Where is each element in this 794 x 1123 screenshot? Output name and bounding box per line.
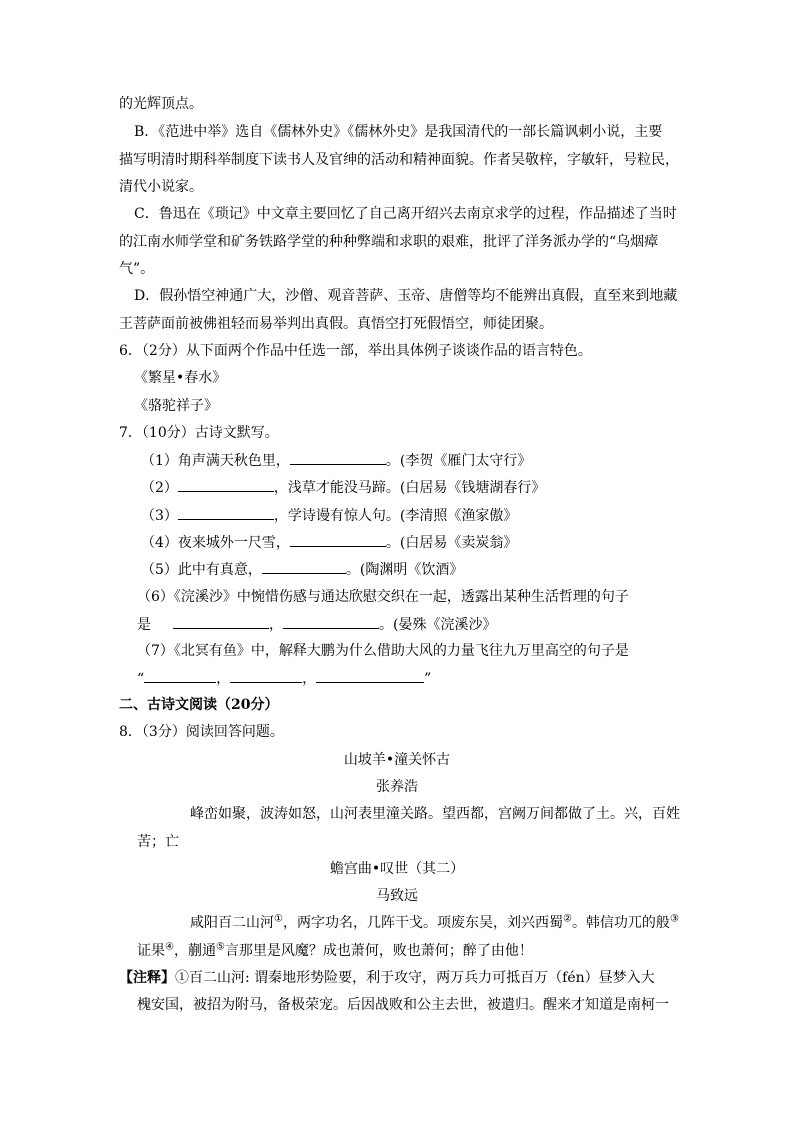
annotation-text: ①百二山河: 谓秦地形势险要，利于攻守，两万兵力可抵百万（fén）昼梦入大 <box>175 970 655 986</box>
item-text: 是 <box>137 617 151 633</box>
poem-text: 言那里是风魔？成也萧何，败也萧何；醉了由他！ <box>224 943 533 959</box>
poem-body: 苦；亡 <box>137 834 179 850</box>
poem-title: 山坡羊•潼关怀古 <box>343 752 451 768</box>
answer-blank[interactable] <box>262 559 346 574</box>
answer-blank[interactable] <box>230 668 302 683</box>
item-source: 。(陶渊明《饮酒》 <box>345 562 464 578</box>
item-source: 。(白居易《卖炭翁》 <box>385 535 518 551</box>
poem-author: 马致远 <box>376 888 418 904</box>
recitation-item <box>141 505 517 526</box>
text-line: 描写明清时期科举制度下读书人及官绅的活动和精神面貌。作者吴敬梓，字敏轩，号粒民， <box>119 152 679 168</box>
work-option: 《骆驼祥子》 <box>134 398 218 414</box>
poem-body <box>190 913 679 933</box>
text-line: 的光辉顶点。 <box>119 96 203 112</box>
text-line: 气”。 <box>119 261 155 277</box>
annotation: 槐安国，被招为附马，备极荣宠。后因战败和公主去世，被遣归。醒来才知道是南柯一 <box>137 997 669 1013</box>
item-source: ，学诗谩有惊人句。(李清照《渔家傲》 <box>273 508 518 524</box>
poem-author: 张养浩 <box>376 779 418 795</box>
annotation-label: 【注释】 <box>119 970 175 986</box>
option-d: D．假孙悟空神通广大，沙僧、观音菩萨、玉帝、唐僧等均不能辨出真假，直至来到地藏 <box>134 288 678 304</box>
question-8: 8．（3分）阅读回答问题。 <box>119 724 284 740</box>
item-text: “ <box>137 671 145 687</box>
answer-blank[interactable] <box>178 477 274 492</box>
answer-blank[interactable] <box>290 532 386 547</box>
poem-body <box>137 941 533 961</box>
answer-blank[interactable] <box>178 505 274 520</box>
recitation-item <box>141 532 517 553</box>
answer-blank[interactable] <box>316 668 424 683</box>
recitation-item <box>137 614 496 635</box>
answer-blank[interactable] <box>144 668 216 683</box>
item-text: （4）夜来城外一尺雪， <box>141 535 290 551</box>
recitation-item <box>141 559 463 580</box>
footnote-marker: ② <box>562 913 572 925</box>
text-line: 王菩萨面前被佛祖轻而易举判出真假。真悟空打死假悟空，师徒团聚。 <box>119 316 553 332</box>
poem-text: 证果 <box>137 943 165 959</box>
poem-text: 。韩信功兀的般 <box>571 915 670 931</box>
option-b: B．《范进中举》选自《儒林外史》《儒林外史》是我国清代的一部长篇讽刺小说，主要 <box>134 124 663 140</box>
recitation-item: （7）《北冥有鱼》中，解释大鹏为什么借助大风的力量飞往九万里高空的句子是 <box>137 643 629 659</box>
recitation-item <box>137 668 431 689</box>
recitation-item: （6）《浣溪沙》中惋惜伤感与通达欣慰交织在一起，透露出某种生活哲理的句子 <box>137 589 629 605</box>
recitation-item <box>141 477 545 498</box>
question-7: 7．（10分）古诗文默写。 <box>119 425 279 441</box>
footnote-marker: ① <box>274 913 283 925</box>
poem-text: 咸阳百二山河 <box>190 915 274 931</box>
option-c: C．鲁迅在《琐记》中文章主要回忆了自己离开绍兴去南京求学的过程，作品描述了当时 <box>134 206 677 222</box>
recitation-item <box>141 450 531 471</box>
item-text: ， <box>216 671 231 687</box>
text-line: 的江南水师学堂和矿务铁路学堂的种种弊端和求职的艰难，批评了洋务派办学的“乌烟瘴 <box>119 234 659 250</box>
footnote-marker: ③ <box>669 913 679 925</box>
poem-body: 峰峦如聚，波涛如怒，山河表里潼关路。望西都，宫阙万间都做了土。兴，百姓 <box>190 806 680 822</box>
answer-blank[interactable] <box>283 614 379 629</box>
item-source: ，浅草才能没马蹄。(白居易《钱塘湖春行》 <box>273 480 546 496</box>
text-line: 清代小说家。 <box>119 179 203 195</box>
item-text: ， <box>269 617 283 633</box>
item-text: （1）角声满天秋色里， <box>141 453 290 469</box>
item-text: ” <box>424 671 432 687</box>
item-text: （3） <box>141 508 178 524</box>
annotation <box>119 968 655 988</box>
item-source: 。(晏殊《浣溪沙》 <box>379 617 497 633</box>
item-text: （5）此中有真意， <box>141 562 262 578</box>
item-source: 。(李贺《雁门太守行》 <box>385 453 532 469</box>
question-6: 6．（2分）从下面两个作品中任选一部，举出具体例子谈谈作品的语言特色。 <box>119 343 592 359</box>
poem-text: ，两字功名，几阵干戈。项废东吴，刘兴西蜀 <box>282 915 563 931</box>
section-heading: 二、古诗文阅读（20分） <box>119 697 279 713</box>
footnote-marker: ④ <box>165 941 174 953</box>
work-option: 《繁星•春水》 <box>134 370 227 386</box>
answer-blank[interactable] <box>173 614 269 629</box>
poem-title: 蟾宫曲•叹世（其二） <box>329 861 465 877</box>
item-text: ， <box>302 671 317 687</box>
item-text: （2） <box>141 480 178 496</box>
poem-text: ，蒯通 <box>173 943 216 959</box>
answer-blank[interactable] <box>290 450 386 465</box>
footnote-marker: ⑤ <box>215 941 225 953</box>
